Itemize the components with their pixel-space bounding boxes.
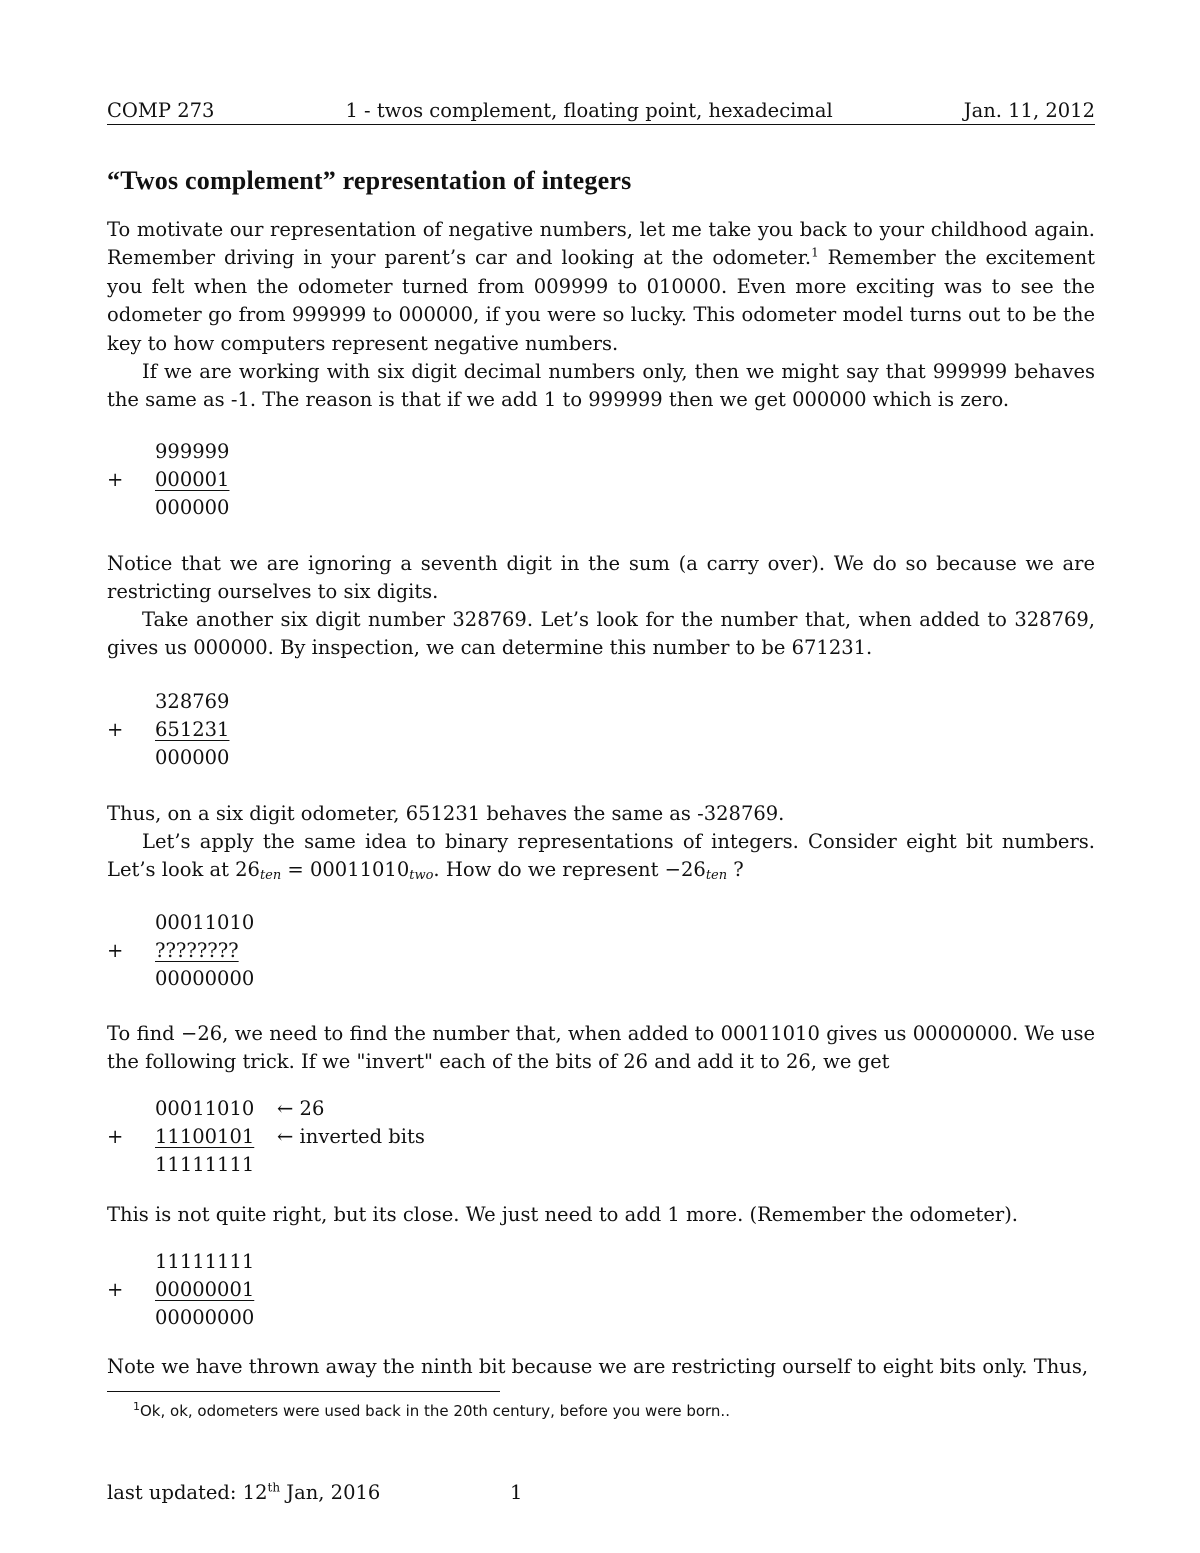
page-number: 1 <box>510 1481 523 1504</box>
sum-4-result: 11111111 <box>155 1153 255 1176</box>
sum-3-top: 00011010 <box>155 911 255 934</box>
header-topic: 1 - twos complement, floating point, hexadecimal <box>345 99 833 122</box>
sum-4-addend-note: ← inverted bits <box>277 1125 425 1148</box>
paragraph-6-sub-ten-2: ten <box>705 868 728 884</box>
footer-updated-rest: Jan, 2016 <box>280 1481 381 1504</box>
sum-1-result: 000000 <box>155 496 230 519</box>
sum-2-operator: + <box>107 718 124 741</box>
sum-2-result: 000000 <box>155 746 230 769</box>
paragraph-6-text-c: . How do we represent −26 <box>433 858 706 882</box>
paragraph-6 <box>107 828 1095 885</box>
footnote-marker: 1 <box>811 245 819 260</box>
sum-3-addend: ???????? <box>155 939 239 962</box>
footnote-rule <box>107 1391 500 1392</box>
footer-last-updated <box>107 1481 380 1504</box>
sum-4-operator: + <box>107 1125 124 1148</box>
sum-4-top-note: ← 26 <box>277 1097 325 1120</box>
paragraph-1-text-b: Remember the excitement you felt when the odometer turned from 009999 to 010000. Even more exciting was to see the odometer go from 999999 to 000000, if you were so lucky. This odometer model turns out to be the key to how computers represent negative numbers. <box>107 246 1095 355</box>
sum-2-addend: 651231 <box>155 718 230 741</box>
running-header <box>107 92 1095 125</box>
header-date: Jan. 11, 2012 <box>963 99 1095 122</box>
paragraph-6-sub-two: two <box>409 868 434 884</box>
paragraph-3: Notice that we are ignoring a seventh digit in the sum (a carry over). We do so because we are restricting ourselves to six digits. <box>107 552 1095 604</box>
paragraph-5: Thus, on a six digit odometer, 651231 behaves the same as -328769. <box>107 802 785 825</box>
sum-4-addend: 11100101 <box>155 1125 255 1148</box>
paragraph-6-text-d: ? <box>727 858 744 882</box>
sum-1-operator: + <box>107 468 124 491</box>
section-title: “Twos complement” representation of integers <box>107 166 632 195</box>
paragraph-4: Take another six digit number 328769. Let’s look for the number that, when added to 328769, gives us 000000. By inspection, we can determine this number to be 671231. <box>107 608 1095 660</box>
sum-5-result: 00000000 <box>155 1306 255 1329</box>
footnote <box>133 1402 730 1420</box>
sum-5-addend: 00000001 <box>155 1278 255 1301</box>
paragraph-6-sub-ten: ten <box>259 868 282 884</box>
paragraph-8: This is not quite right, but its close. We just need to add 1 more. (Remember the odometer). <box>107 1203 1019 1226</box>
header-course: COMP 273 <box>107 99 215 122</box>
sum-4-top: 00011010 <box>155 1097 255 1120</box>
sum-1-addend: 000001 <box>155 468 230 491</box>
sum-5-top: 11111111 <box>155 1250 255 1273</box>
footnote-text: Ok, ok, odometers were used back in the 20th century, before you were born.. <box>140 1402 730 1420</box>
footnote-mark: 1 <box>133 1400 140 1413</box>
footer-updated-label: last updated: 12 <box>107 1481 268 1504</box>
paragraph-2: If we are working with six digit decimal numbers only, then we might say that 999999 behaves the same as -1. The reason is that if we add 1 to 999999 then we get 000000 which is zero. <box>107 360 1095 412</box>
paragraph-6-text-b: = 00011010 <box>281 858 410 882</box>
paragraph-6-text-a: Let’s apply the same idea to binary representations of integers. Consider eight bit numbers. Let’s look at 26 <box>107 830 1095 882</box>
paragraph-7: To find −26, we need to find the number that, when added to 00011010 gives us 00000000. We use the following trick. If we "invert" each of the bits of 26 and add it to 26, we get <box>107 1022 1095 1074</box>
paragraph-9: Note we have thrown away the ninth bit because we are restricting ourself to eight bits only. Thus, <box>107 1355 1089 1378</box>
sum-2-top: 328769 <box>155 690 230 713</box>
paragraph-1-text-a: To motivate our representation of negative numbers, let me take you back to your childhood again. Remember driving in your parent’s car and looking at the odometer. <box>107 218 1095 270</box>
sum-3-operator: + <box>107 939 124 962</box>
footer-updated-sup: th <box>267 1480 281 1495</box>
sum-3-result: 00000000 <box>155 967 255 990</box>
sum-1-top: 999999 <box>155 440 230 463</box>
paragraph-1 <box>107 216 1095 358</box>
sum-5-operator: + <box>107 1278 124 1301</box>
